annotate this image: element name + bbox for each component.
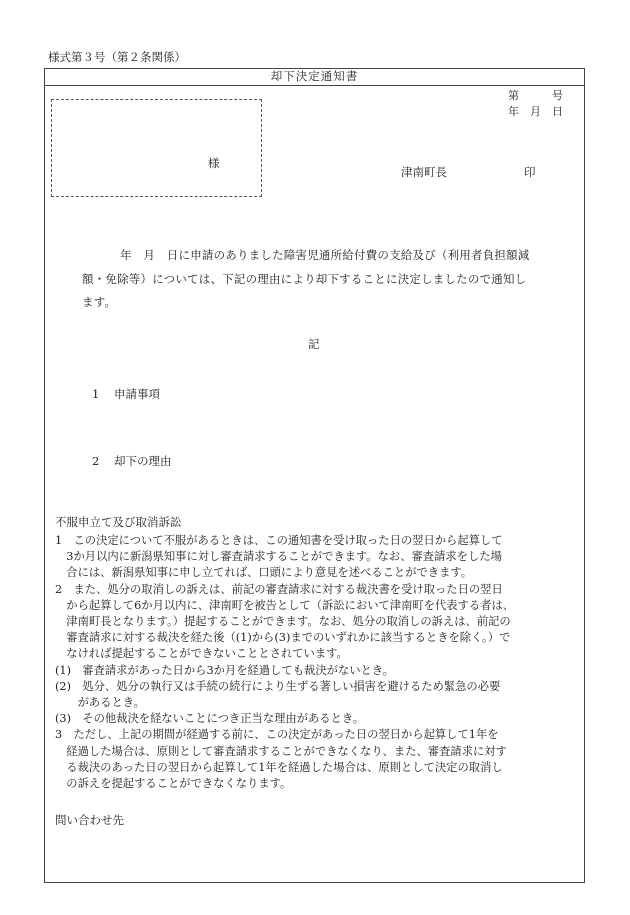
item-label-reason: 却下の理由 [114,454,172,468]
notice-body [82,244,572,315]
document-title: 却下決定通知書 [270,69,359,83]
contact-label: 問い合わせ先 [55,813,124,827]
appeal-line: から起算して6か月以内に、津南町を被告として（訴訟において津南町を代表する者は、 [55,598,515,612]
appeal-heading: 不服申立て及び取消訴訟 [55,515,182,529]
appeal-line: 2 また、処分の取消しの訴えは、前記の審査請求に対する裁決書を受け取った日の翌日 [55,582,503,596]
body-line: 額・免除等）については、下記の理由により却下することに決定しましたので通知し [82,271,527,286]
form-number-label: 様式第３号（第２条関係） [48,50,186,64]
issue-date: 年 月 日 [508,105,563,118]
recipient-suffix: 様 [208,156,220,170]
seal-mark: 印 [524,165,536,179]
item-number: 2 [92,454,100,468]
appeal-line: る裁決のあった日の翌日から起算して1年を経過した場合は、原則として決定の取消し [55,760,503,774]
appeal-line: 経過した場合は、原則として審査請求することができなくなり、また、審査請求に対す [55,744,507,758]
body-line: 年 月 日に申請のありました障害児通所給付費の支給及び（利用者負担額減 [120,248,530,262]
appeal-line: (3) その他裁決を経ないことにつき正当な理由があるとき。 [55,712,365,726]
appeal-line: の訴えを提起することができなくなります。 [55,777,292,791]
issuer-name: 津南町長 [401,165,447,179]
appeal-line: (2) 処分、処分の執行又は手続の続行により生ずる著しい損害を避けるため緊急の必要 [55,679,501,693]
body-line: ます。 [82,295,117,309]
ki-heading: 記 [308,337,320,351]
appeal-notes [55,533,580,792]
appeal-line: 合には、新潟県知事に申し立てれば、口頭により意見を述べることができます。 [55,566,473,580]
title-row [44,68,585,86]
appeal-line: なければ提起することができないこととされています。 [55,647,348,661]
item-number: 1 [92,387,100,401]
appeal-line: 津南町長となります。）提起することができます。なお、処分の取消しの訴えは、前記の [55,615,511,629]
item-label-application: 申請事項 [114,387,160,401]
appeal-line: (1) 審査請求があった日から3か月を経過しても裁決がないとき。 [55,663,394,677]
appeal-line: 3か月以内に新潟県知事に対し審査請求することができます。なお、審査請求をした場 [55,550,502,564]
appeal-line: 1 この決定について不服があるときは、この通知書を受け取った日の翌日から起算して [55,534,503,547]
recipient-box [51,99,262,197]
document-number: 第 号 [508,89,563,102]
appeal-line: があるとき。 [55,696,145,710]
appeal-line: 3 ただし、上記の期間が経過する前に、この決定があった日の翌日から起算して1年を [55,728,499,742]
appeal-line: 審査請求に対する裁決を経た後（(1)から(3)までのいずれかに該当するときを除く。）で [55,631,511,645]
